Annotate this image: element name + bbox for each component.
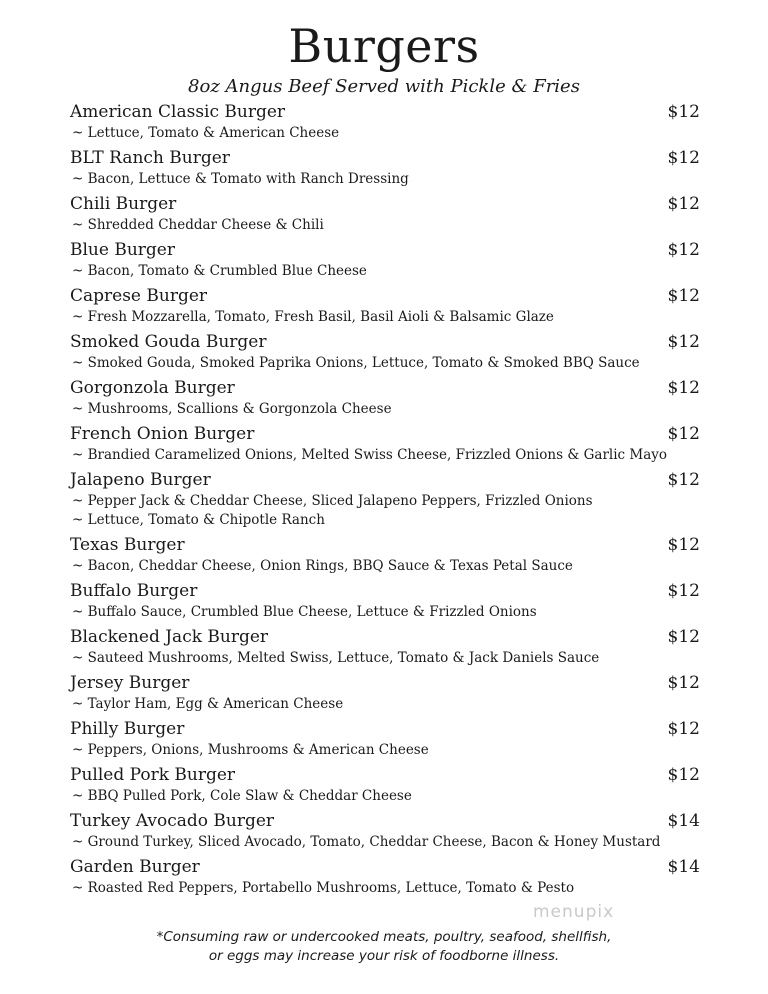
menu-item-name: Caprese Burger xyxy=(70,286,208,306)
menu-item xyxy=(70,809,710,852)
menu-item xyxy=(70,146,710,189)
menu-item-description: ~ Brandied Caramelized Onions, Melted Swiss Cheese, Frizzled Onions & Garlic Mayo xyxy=(72,447,668,463)
menu-item-name: Philly Burger xyxy=(70,719,185,739)
menu-item-name: Texas Burger xyxy=(70,535,185,555)
disclaimer xyxy=(0,928,768,966)
menu-item-price: $12 xyxy=(667,581,700,601)
menu-item-name: Pulled Pork Burger xyxy=(70,765,236,785)
menu-item xyxy=(70,579,710,622)
menu-item-description: ~ Peppers, Onions, Mushrooms & American Cheese xyxy=(72,742,429,758)
menu-subtitle: 8oz Angus Beef Served with Pickle & Fries xyxy=(188,76,580,97)
menu-item-name: Jersey Burger xyxy=(70,673,190,693)
menu-item-price: $12 xyxy=(667,424,700,444)
menu-item xyxy=(70,100,710,143)
menu-item-description: ~ Mushrooms, Scallions & Gorgonzola Cheese xyxy=(72,401,392,417)
menu-item xyxy=(70,284,710,327)
menu-item-price: $12 xyxy=(667,673,700,693)
menu-item-price: $12 xyxy=(667,765,700,785)
menu-item-description: ~ Ground Turkey, Sliced Avocado, Tomato, Cheddar Cheese, Bacon & Honey Mustard xyxy=(72,834,661,850)
menu-title: Burgers xyxy=(288,19,480,73)
menu-item-price: $12 xyxy=(667,535,700,555)
menu-item-description: ~ Sauteed Mushrooms, Melted Swiss, Lettuce, Tomato & Jack Daniels Sauce xyxy=(72,650,600,666)
menu-item xyxy=(70,422,710,465)
menu-item xyxy=(70,468,710,530)
menu-item-price: $12 xyxy=(667,194,700,214)
menu-item-description: ~ Shredded Cheddar Cheese & Chili xyxy=(72,217,324,233)
menu-item-description: ~ Bacon, Cheddar Cheese, Onion Rings, BBQ Sauce & Texas Petal Sauce xyxy=(72,558,573,574)
menu-items-list xyxy=(70,100,710,901)
menu-item-price: $14 xyxy=(667,811,700,831)
menu-item-description: ~ Fresh Mozzarella, Tomato, Fresh Basil, Basil Aioli & Balsamic Glaze xyxy=(72,309,554,325)
disclaimer-line-2: or eggs may increase your risk of foodborne illness. xyxy=(208,948,560,964)
menu-item-price: $12 xyxy=(667,102,700,122)
menu-item-description: ~ Smoked Gouda, Smoked Paprika Onions, Lettuce, Tomato & Smoked BBQ Sauce xyxy=(72,355,640,371)
menu-item-name: Garden Burger xyxy=(70,857,200,877)
menu-item xyxy=(70,330,710,373)
menu-item-price: $12 xyxy=(667,627,700,647)
menu-item-price: $12 xyxy=(667,286,700,306)
menu-item xyxy=(70,671,710,714)
menu-item-price: $12 xyxy=(667,148,700,168)
menu-item-price: $12 xyxy=(667,378,700,398)
menu-item-description: ~ Bacon, Lettuce & Tomato with Ranch Dressing xyxy=(72,171,409,187)
watermark-logo: menupix xyxy=(533,902,615,922)
menu-item xyxy=(70,855,710,898)
menu-item-name: Buffalo Burger xyxy=(70,581,198,601)
disclaimer-line-1: *Consuming raw or undercooked meats, poultry, seafood, shellfish, xyxy=(156,929,612,945)
menu-item-name: Blackened Jack Burger xyxy=(70,627,269,647)
menu-item-name: Jalapeno Burger xyxy=(70,470,211,490)
menu-item xyxy=(70,192,710,235)
menu-item-description: ~ Roasted Red Peppers, Portabello Mushrooms, Lettuce, Tomato & Pesto xyxy=(72,880,575,896)
menu-item-description: ~ BBQ Pulled Pork, Cole Slaw & Cheddar Cheese xyxy=(72,788,412,804)
menu-item-price: $12 xyxy=(667,719,700,739)
menu-item-name: American Classic Burger xyxy=(70,102,286,122)
menu-item-name: Blue Burger xyxy=(70,240,175,260)
menu-item-name: French Onion Burger xyxy=(70,424,255,444)
menu-item xyxy=(70,376,710,419)
menu-item-price: $12 xyxy=(667,240,700,260)
menu-item-description: ~ Lettuce, Tomato & American Cheese xyxy=(72,125,340,141)
menu-item-name: Chili Burger xyxy=(70,194,177,214)
menu-item-name: Gorgonzola Burger xyxy=(70,378,235,398)
menu-item xyxy=(70,625,710,668)
menu-item-description: ~ Pepper Jack & Cheddar Cheese, Sliced Jalapeno Peppers, Frizzled Onions xyxy=(72,493,593,509)
menu-item-price: $14 xyxy=(667,857,700,877)
menu-item-price: $12 xyxy=(667,332,700,352)
menu-item-description: ~ Taylor Ham, Egg & American Cheese xyxy=(72,696,344,712)
menu-item xyxy=(70,717,710,760)
menu-item xyxy=(70,533,710,576)
menu-item-description: ~ Lettuce, Tomato & Chipotle Ranch xyxy=(72,512,325,528)
menu-item-name: Smoked Gouda Burger xyxy=(70,332,267,352)
menu-item-price: $12 xyxy=(667,470,700,490)
menu-item-name: Turkey Avocado Burger xyxy=(70,811,275,831)
menu-item-description: ~ Bacon, Tomato & Crumbled Blue Cheese xyxy=(72,263,367,279)
menu-item-description: ~ Buffalo Sauce, Crumbled Blue Cheese, Lettuce & Frizzled Onions xyxy=(72,604,537,620)
menu-item xyxy=(70,763,710,806)
menu-item-name: BLT Ranch Burger xyxy=(70,148,230,168)
menu-item xyxy=(70,238,710,281)
